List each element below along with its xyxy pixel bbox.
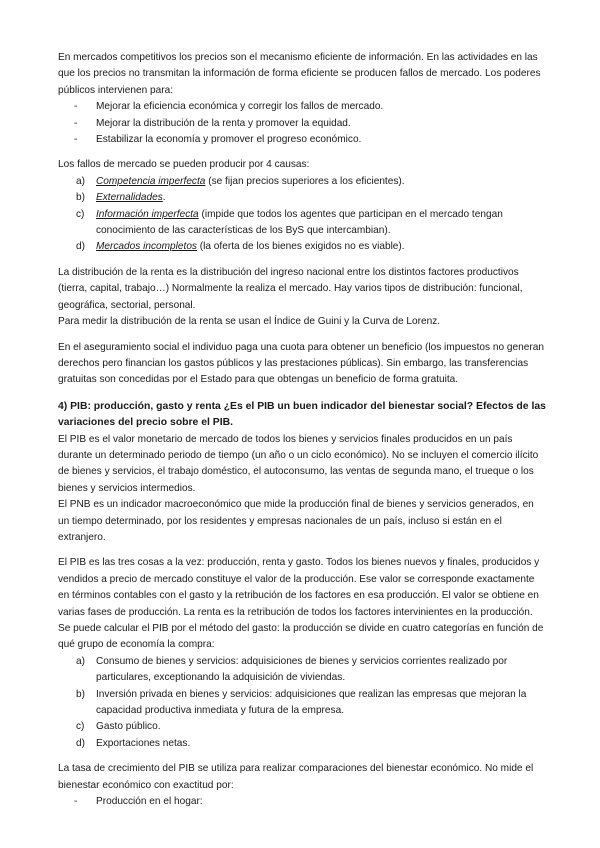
list-item: d) Exportaciones netas.	[76, 737, 191, 749]
market-failure-causes-list	[58, 174, 546, 256]
list-item: - Estabilizar la economía y promover el progreso económico.	[74, 134, 362, 146]
paragraph-income-measure: Para medir la distribución de la renta se usan el Índice de Guini y la Curva de Lorenz.	[58, 316, 441, 328]
list-item: - Producción en el hogar:	[74, 796, 203, 808]
list-item: b) Inversión privada en bienes y servicios: adquisiciones que realizan las empresas que mejoran la capacidad productiva inmediata y futura de la empresa.	[76, 688, 527, 717]
list-item: a) Competencia imperfecta (se fijan precios superiores a los eficientes).	[76, 175, 405, 187]
list-item: a) Consumo de bienes y servicios: adquisiciones de bienes y servicios corrientes realizado por particulares, exceptionando la adquisición de viviendas.	[76, 655, 508, 684]
document-body	[58, 50, 546, 810]
paragraph-pib-three-things: El PIB es las tres cosas a la vez: producción, renta y gasto. Todos los bienes nuevos y finales, producidos y vendidos a precio de mercado constituye el valor de la producción. Ese valor se corresponde exactamente en términos contables con el gasto y la retribución de los factores en esa producción. El valor se obtiene en varias fases de producción. La renta es la retribución de todos los factores intervinientes en la producción. Se puede calcular el PIB por el método del gasto: la producción se divide en cuatro categorías en función de qué grupo de economía la compra:	[58, 557, 544, 651]
limitations-list	[58, 794, 546, 810]
list-item: c) Información imperfecta (impide que todos los agentes que participan en el mercado tengan conocimiento de las características de los ByS que intercambian).	[76, 208, 503, 237]
public-intervention-list	[58, 99, 546, 148]
list-item: d) Mercados incompletos (la oferta de los bienes exigidos no es viable).	[76, 241, 405, 253]
paragraph-growth-rate: La tasa de crecimiento del PIB se utiliza para realizar comparaciones del bienestar económico. No mide el bienestar económico con exactitud por:	[58, 763, 534, 791]
list-item: - Mejorar la eficiencia económica y corregir los fallos de mercado.	[74, 101, 384, 113]
paragraph-market-efficiency: En mercados competitivos los precios son el mecanismo eficiente de información. En las actividades en las que los precios no transmitan la información de forma eficiente se producen fallos de mercado. Los poderes públicos intervienen para:	[58, 52, 541, 96]
paragraph-pib-definition: El PIB es el valor monetario de mercado de todos los bienes y servicios finales producidos en un país durante un determinado periodo de tiempo (un año o un ciclo económico). No se incluyen el comercio ilícito de bienes y servicios, el trabajo doméstico, el autoconsumo, las ventas de segunda mano, el trueque o los bienes y servicios intermedios.	[58, 433, 539, 494]
paragraph-income-distribution: La distribución de la renta es la distribución del ingreso nacional entre los distintos factores productivos (tierra, capital, trabajo…) Normalmente la realiza el mercado. Hay varios tipos de distribución: funcional, geográfica, sectorial, personal.	[58, 266, 523, 311]
list-item: c) Gasto público.	[76, 721, 161, 733]
section-heading: 4) PIB: producción, gasto y renta ¿Es el PIB un buen indicador del bienestar social? Efectos de las variaciones del precio sobre el PIB.	[58, 400, 546, 429]
paragraph-market-failures: Los fallos de mercado se pueden producir por 4 causas:	[58, 159, 310, 171]
paragraph-pnb-definition: El PNB es un indicador macroeconómico que mide la producción final de bienes y servicios generados, en un tiempo determinado, por los residentes y empresas nacionales de un país, incluso si están en el extranjero.	[58, 499, 534, 543]
spending-categories-list	[58, 654, 546, 752]
paragraph-social-insurance: En el aseguramiento social el individuo paga una cuota para obtener un beneficio (los impuestos no generan derechos pero financian los gastos públicos y las prestaciones públicas). Sin embargo, las transferencias gratuitas son concedidas por el Estado para que obtengas un beneficio de forma gratuita.	[58, 341, 544, 386]
list-item: b) Externalidades.	[76, 192, 166, 204]
list-item: - Mejorar la distribución de la renta y promover la equidad.	[74, 117, 351, 129]
